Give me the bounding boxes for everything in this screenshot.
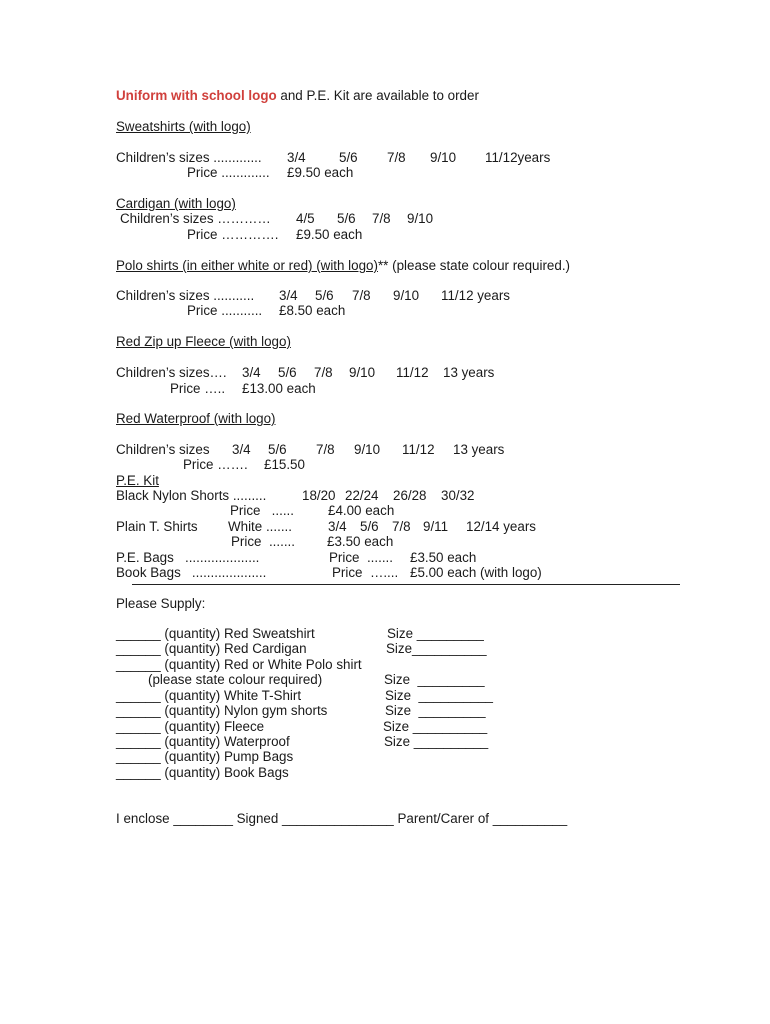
size-value: 9/10 <box>407 211 434 226</box>
tshirts-label: Plain T. Shirts <box>116 519 198 534</box>
supply-size: Size __________ <box>383 719 488 734</box>
polo-heading-note: ** (please state colour required.) <box>377 258 571 273</box>
supply-item: ______ (quantity) White T-Shirt <box>116 688 302 703</box>
size-value: 3/4 <box>287 150 306 165</box>
supply-size: Size__________ <box>386 641 487 656</box>
supply-item: ______ (quantity) Red Cardigan <box>116 641 307 656</box>
fleece-sizes-label: Children’s sizes…. <box>116 365 227 380</box>
polo-heading-line <box>116 258 570 273</box>
polo-heading: Polo shirts (in either white or red) (with logo) <box>116 258 378 273</box>
size-value: 30/32 <box>441 488 475 503</box>
size-value: 7/8 <box>392 519 411 534</box>
supply-item: ______ (quantity) Red or White Polo shirt <box>116 657 362 672</box>
intro-rest: and P.E. Kit are available to order <box>276 88 479 103</box>
size-value: 3/4 <box>328 519 347 534</box>
size-value: 9/11 <box>423 519 449 534</box>
supply-item: ______ (quantity) Fleece <box>116 719 265 734</box>
size-value: 9/10 <box>349 365 376 380</box>
size-value: 4/5 <box>296 211 315 226</box>
divider-line <box>132 584 680 585</box>
sweatshirts-heading: Sweatshirts (with logo) <box>116 119 251 134</box>
size-value: 5/6 <box>337 211 356 226</box>
cardigan-price-label: Price …………. <box>187 227 279 242</box>
tshirts-colour: White ....... <box>228 519 292 534</box>
supply-item: ______ (quantity) Red Sweatshirt <box>116 626 315 641</box>
waterproof-heading: Red Waterproof (with logo) <box>116 411 276 426</box>
pe-bags-price-label: Price ....... <box>329 550 393 565</box>
supply-size: Size _________ <box>385 703 486 718</box>
size-value: 7/8 <box>316 442 335 457</box>
size-value: 5/6 <box>339 150 358 165</box>
supply-item: ______ (quantity) Waterproof <box>116 734 290 749</box>
footer-line: I enclose ________ Signed _______________ Parent/Carer of __________ <box>116 811 568 826</box>
size-value: 3/4 <box>242 365 261 380</box>
shorts-price-label: Price ...... <box>230 503 294 518</box>
tshirts-price-label: Price ....... <box>231 534 295 549</box>
supply-item: ______ (quantity) Pump Bags <box>116 749 294 764</box>
size-value: 22/24 <box>345 488 379 503</box>
supply-size: Size _________ <box>387 626 484 641</box>
supply-size: Size __________ <box>385 688 493 703</box>
size-value: 13 years <box>443 365 495 380</box>
book-bags-label: Book Bags .................... <box>116 565 267 580</box>
polo-price-label: Price ........... <box>187 303 263 318</box>
pe-bags-label: P.E. Bags .................... <box>116 550 260 565</box>
pe-kit-heading: P.E. Kit <box>116 473 159 488</box>
size-value: 9/10 <box>354 442 381 457</box>
cardigan-price: £9.50 each <box>296 227 363 242</box>
sweatshirts-price: £9.50 each <box>287 165 354 180</box>
pe-bags-price: £3.50 each <box>410 550 477 565</box>
fleece-price-label: Price ….. <box>170 381 226 396</box>
intro-line <box>116 88 479 103</box>
polo-price: £8.50 each <box>279 303 346 318</box>
size-value: 5/6 <box>268 442 287 457</box>
shorts-price: £4.00 each <box>328 503 395 518</box>
size-value: 9/10 <box>393 288 420 303</box>
size-value: 11/12 years <box>441 288 510 303</box>
tshirts-price: £3.50 each <box>327 534 394 549</box>
shorts-label: Black Nylon Shorts ......... <box>116 488 267 503</box>
size-value: 3/4 <box>232 442 251 457</box>
size-value: 7/8 <box>372 211 391 226</box>
supply-item: ______ (quantity) Nylon gym shorts <box>116 703 328 718</box>
intro-highlight: Uniform with school logo <box>116 88 277 103</box>
size-value: 5/6 <box>278 365 297 380</box>
size-value: 11/12 <box>396 365 429 380</box>
supply-size: Size __________ <box>384 734 489 749</box>
size-value: 11/12years <box>485 150 551 165</box>
waterproof-price: £15.50 <box>264 457 305 472</box>
sweatshirts-sizes-label: Children’s sizes ............. <box>116 150 262 165</box>
size-value: 13 years <box>453 442 505 457</box>
size-value: 9/10 <box>430 150 457 165</box>
size-value: 3/4 <box>279 288 298 303</box>
book-bags-price: £5.00 each (with logo) <box>410 565 542 580</box>
cardigan-sizes-label: Children’s sizes ………… <box>120 211 271 226</box>
size-value: 12/14 years <box>466 519 536 534</box>
size-value: 5/6 <box>360 519 379 534</box>
size-value: 7/8 <box>314 365 333 380</box>
supply-item: ______ (quantity) Book Bags <box>116 765 289 780</box>
fleece-heading: Red Zip up Fleece (with logo) <box>116 334 291 349</box>
size-value: 26/28 <box>393 488 427 503</box>
cardigan-heading: Cardigan (with logo) <box>116 196 236 211</box>
supply-size: Size _________ <box>384 672 485 687</box>
waterproof-price-label: Price ……. <box>183 457 248 472</box>
size-value: 18/20 <box>302 488 336 503</box>
polo-sizes-label: Children’s sizes ........... <box>116 288 255 303</box>
size-value: 7/8 <box>352 288 371 303</box>
waterproof-sizes-label: Children’s sizes <box>116 442 210 457</box>
sweatshirts-price-label: Price ............. <box>187 165 270 180</box>
book-bags-price-label: Price ….... <box>332 565 399 580</box>
supply-heading: Please Supply: <box>116 596 206 611</box>
fleece-price: £13.00 each <box>242 381 316 396</box>
size-value: 5/6 <box>315 288 334 303</box>
size-value: 7/8 <box>387 150 406 165</box>
size-value: 11/12 <box>402 442 435 457</box>
supply-item-note: (please state colour required) <box>148 672 323 687</box>
